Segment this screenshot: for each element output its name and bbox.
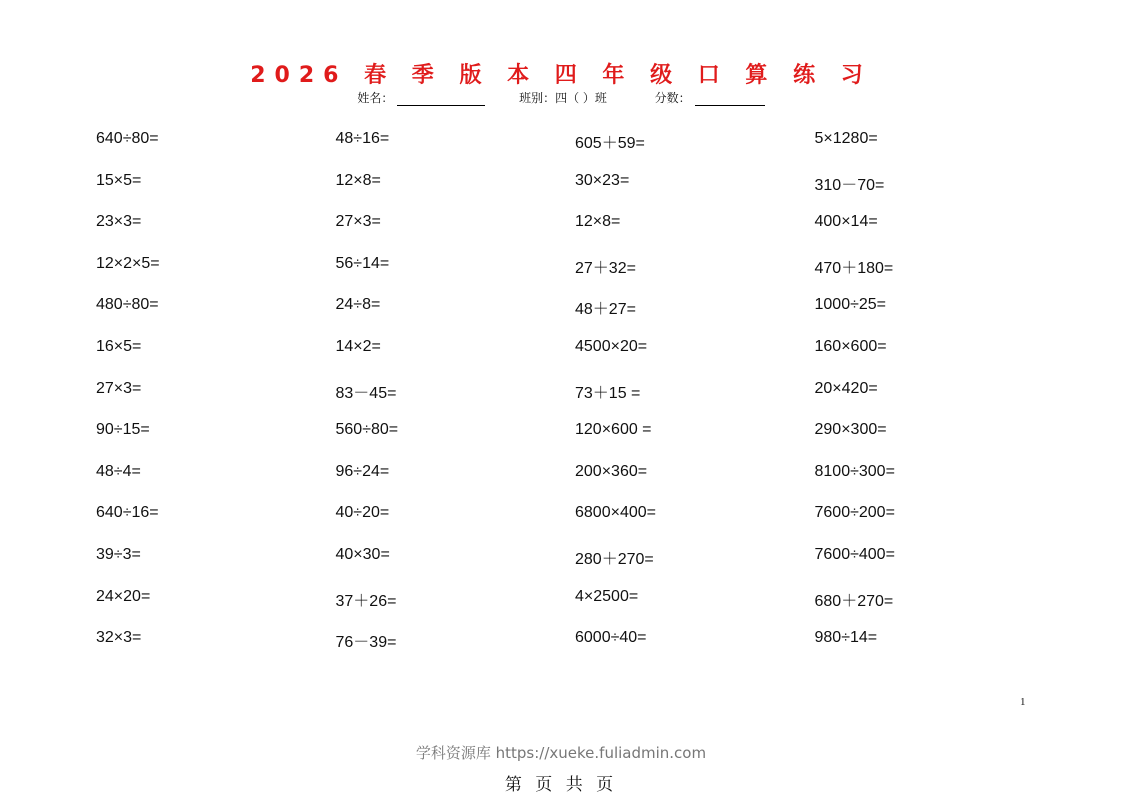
arithmetic-problem: 7600÷400= xyxy=(814,546,895,563)
worksheet-title: 2026 春 季 版 本 四 年 级 口 算 练 习 xyxy=(250,63,872,88)
arithmetic-problem: 27×3= xyxy=(96,379,142,397)
arithmetic-problem: 56÷14= xyxy=(335,254,390,272)
arithmetic-problem: 120×600 = xyxy=(575,421,652,439)
arithmetic-problem: 24÷8= xyxy=(335,296,381,314)
name-label: 姓名： xyxy=(357,91,394,105)
arithmetic-problem: 32×3= xyxy=(96,629,142,647)
page-footer: 第 页 共 页 xyxy=(504,775,618,795)
arithmetic-problem: 6000÷40= xyxy=(575,629,647,647)
arithmetic-problem: 4500×20= xyxy=(575,338,648,355)
arithmetic-problem: 605＋59= xyxy=(575,135,645,152)
arithmetic-problem: 40×30= xyxy=(335,546,390,563)
arithmetic-problem: 400×14= xyxy=(814,213,878,231)
arithmetic-problem: 310－70= xyxy=(814,176,885,194)
arithmetic-problem: 640÷80= xyxy=(96,130,159,147)
arithmetic-problem: 24×20= xyxy=(96,587,151,605)
arithmetic-problem: 5×1280= xyxy=(814,130,878,147)
score-label: 分数： xyxy=(654,91,691,105)
watermark: 学科资源库 https://xueke.fuliadmin.com xyxy=(415,744,707,762)
arithmetic-problem: 470＋180= xyxy=(814,259,894,277)
arithmetic-problem: 30×23= xyxy=(575,171,630,189)
arithmetic-problem: 1000÷25= xyxy=(814,296,887,314)
name-blank xyxy=(397,93,485,106)
arithmetic-problem: 290×300= xyxy=(814,421,887,439)
arithmetic-problem: 560÷80= xyxy=(335,421,399,439)
student-info-line xyxy=(0,89,1122,106)
arithmetic-problem: 48＋27= xyxy=(575,301,636,319)
arithmetic-problem: 640÷16= xyxy=(96,504,159,522)
arithmetic-problem: 23×3= xyxy=(96,213,142,231)
arithmetic-problem: 280＋270= xyxy=(575,551,654,568)
arithmetic-problem: 14×2= xyxy=(335,338,381,355)
page-number: 1 xyxy=(1020,696,1026,708)
arithmetic-problem: 37＋26= xyxy=(335,592,397,610)
arithmetic-problem: 12×2×5= xyxy=(96,254,160,272)
arithmetic-problem: 160×600= xyxy=(814,338,887,355)
arithmetic-problem: 27＋32= xyxy=(575,259,636,277)
arithmetic-problem: 39÷3= xyxy=(96,546,141,563)
arithmetic-problem: 16×5= xyxy=(96,338,142,355)
arithmetic-problem: 680＋270= xyxy=(814,592,894,610)
arithmetic-problem: 7600÷200= xyxy=(814,504,895,522)
score-blank xyxy=(695,93,765,106)
arithmetic-problem: 8100÷300= xyxy=(814,462,895,480)
arithmetic-problem: 20×420= xyxy=(814,379,878,397)
arithmetic-problem: 48÷4= xyxy=(96,462,141,480)
arithmetic-problem: 27×3= xyxy=(335,213,381,231)
arithmetic-problem: 480÷80= xyxy=(96,296,159,314)
arithmetic-problem: 90÷15= xyxy=(96,421,150,439)
arithmetic-problem: 12×8= xyxy=(335,171,381,189)
arithmetic-problem: 48÷16= xyxy=(335,130,390,147)
arithmetic-problem: 76－39= xyxy=(335,634,397,652)
arithmetic-problem: 96÷24= xyxy=(335,462,390,480)
arithmetic-problem: 83－45= xyxy=(335,384,397,402)
arithmetic-problem: 40÷20= xyxy=(335,504,390,522)
arithmetic-problem: 6800×400= xyxy=(575,504,656,522)
arithmetic-problem: 200×360= xyxy=(575,462,648,480)
arithmetic-problem: 980÷14= xyxy=(814,629,878,647)
class-label: 班别：四（ ）班 xyxy=(519,91,607,105)
arithmetic-problem: 73＋15 = xyxy=(575,384,641,402)
arithmetic-problem: 12×8= xyxy=(575,213,621,231)
arithmetic-problem: 4×2500= xyxy=(575,587,639,605)
arithmetic-problem: 15×5= xyxy=(96,171,142,189)
